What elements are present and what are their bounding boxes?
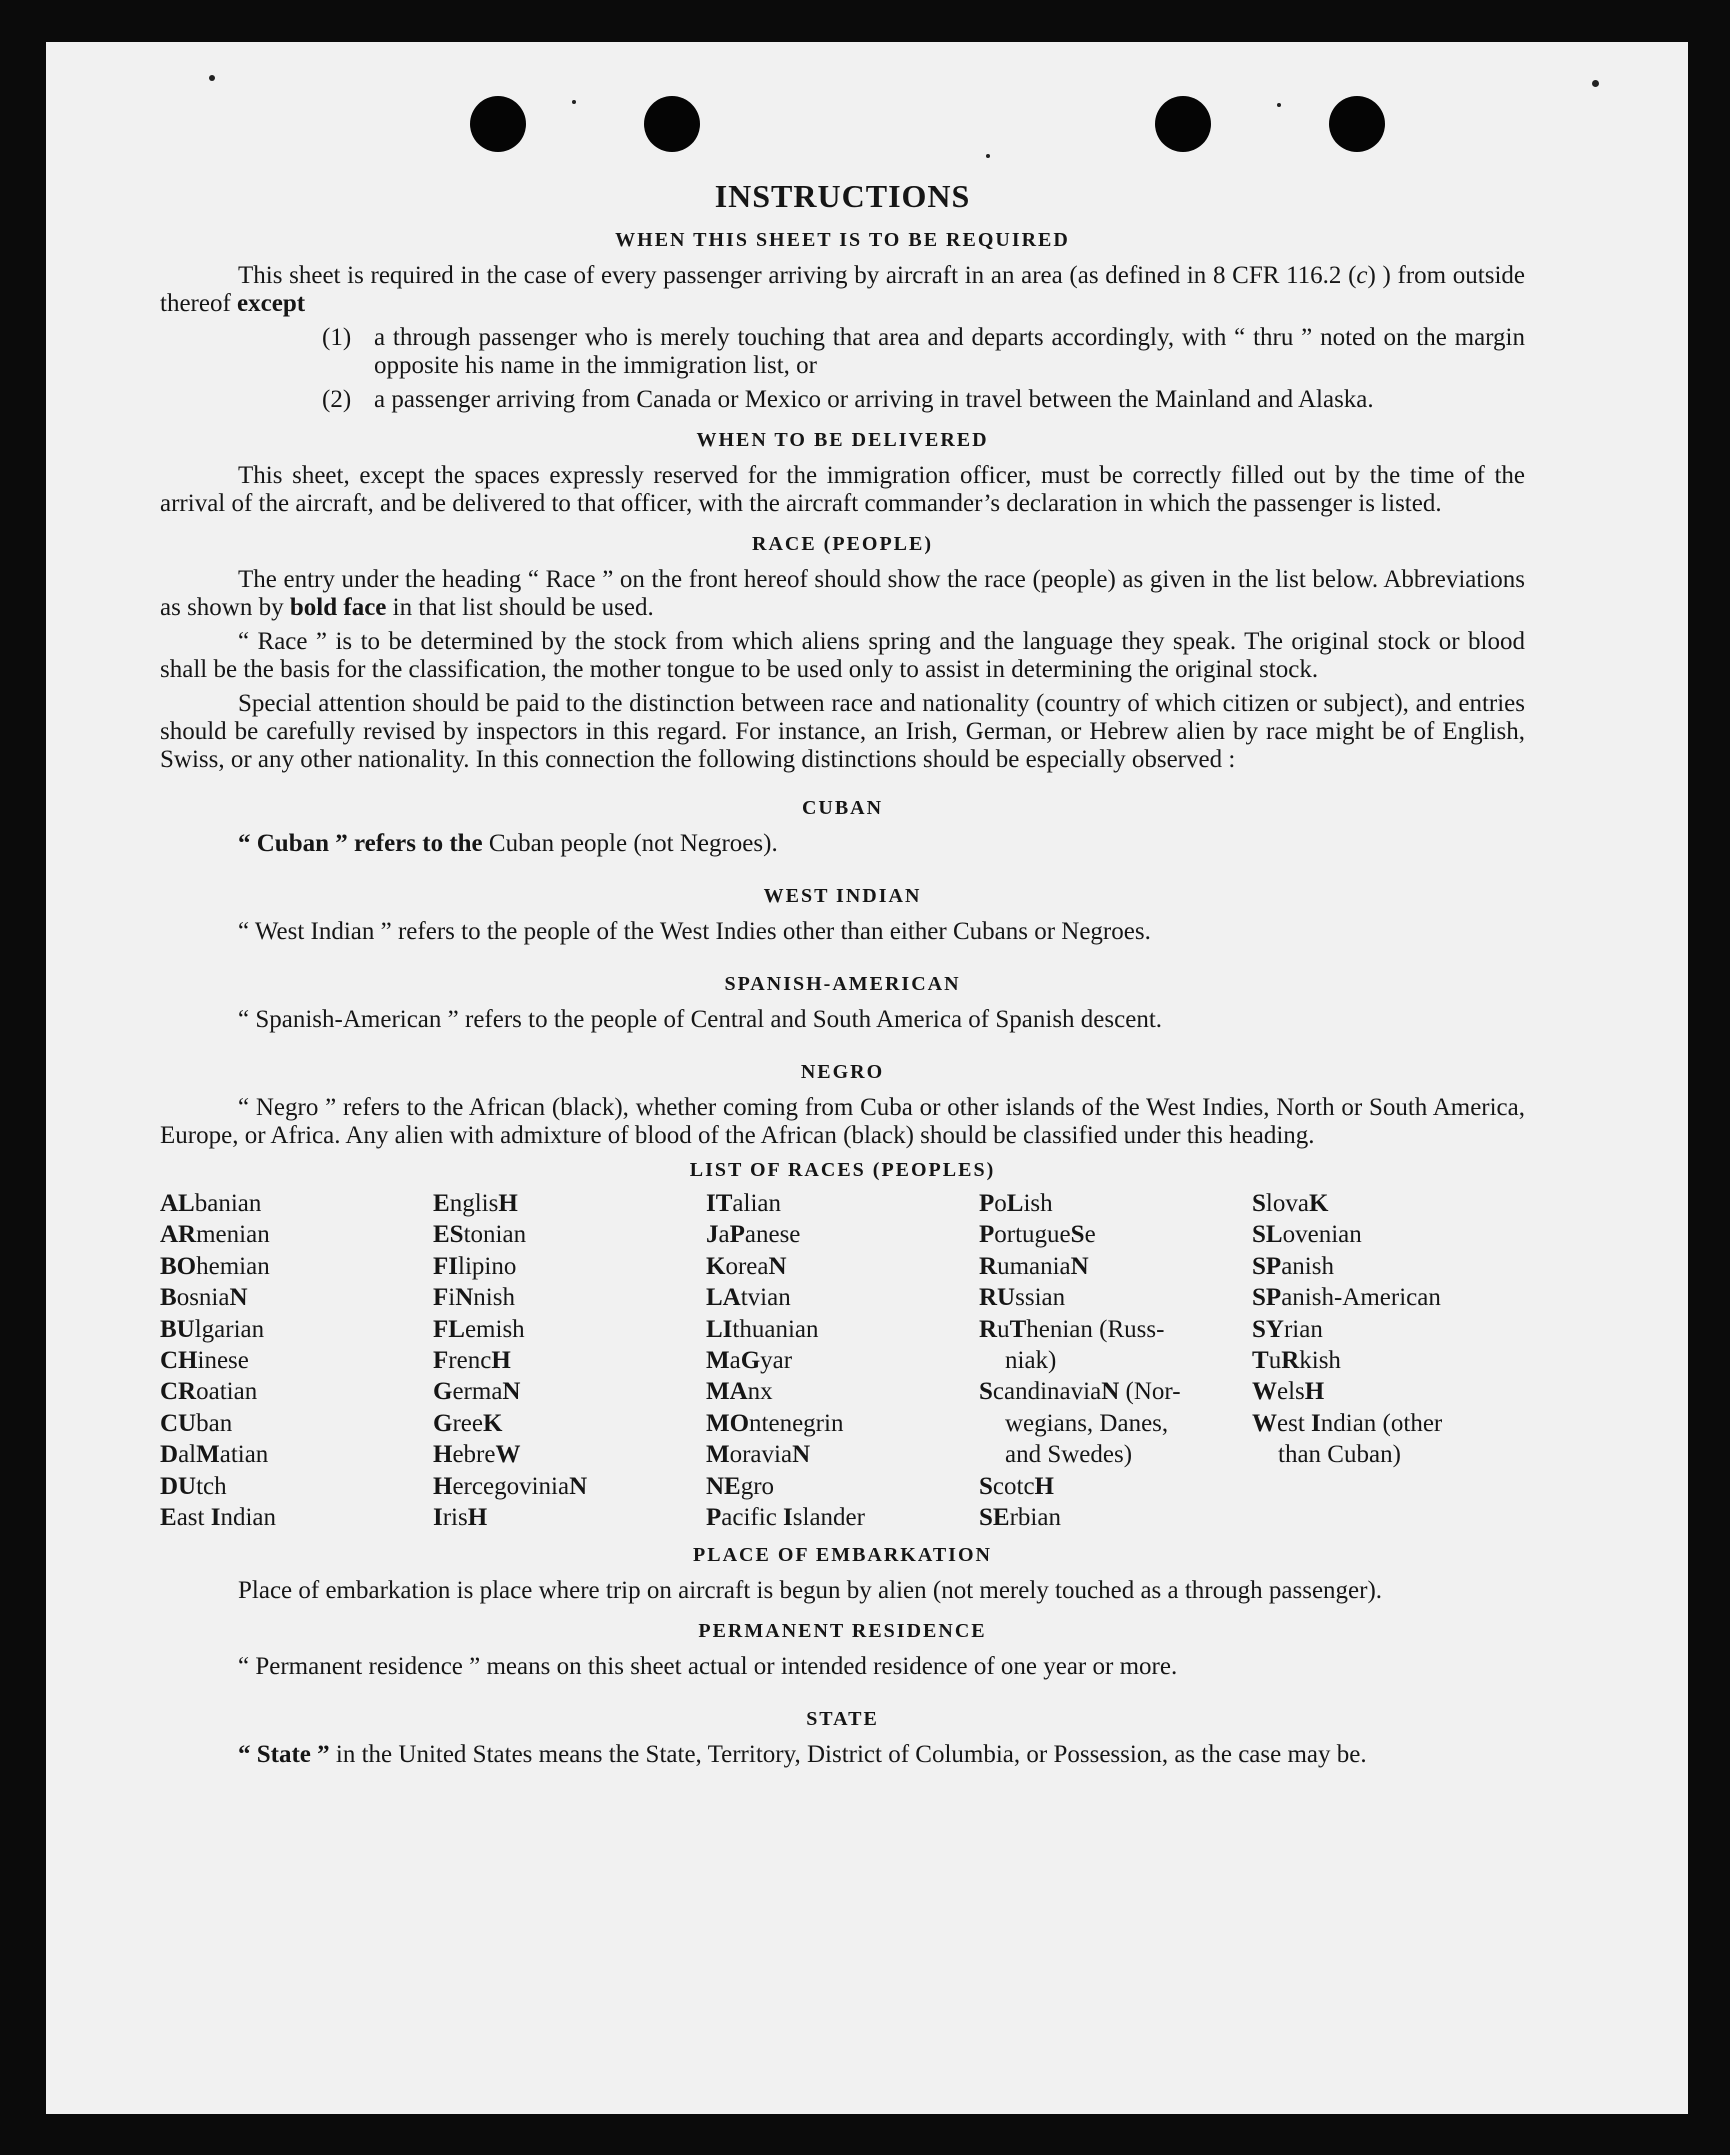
race-entry: RuThenian (Russ- (979, 1315, 1165, 1343)
race-entry: MAnx (706, 1378, 773, 1406)
races-column (433, 1188, 706, 1533)
race-entry: CHinese (160, 1347, 249, 1375)
race-entry: HercegoviniaN (433, 1472, 588, 1500)
race-entry: PoLish (979, 1190, 1053, 1217)
list-of-races-heading: LIST OF RACES (PEOPLES) (689, 1159, 996, 1181)
race-entry: wegians, Danes, (1005, 1409, 1169, 1437)
section-heading-state: STATE (806, 1708, 879, 1731)
section-heading-when-delivered: WHEN TO BE DELIVERED (696, 429, 989, 451)
dust-speck (572, 100, 576, 104)
race-entry: MoraviaN (706, 1441, 811, 1469)
when-delivered-text: This sheet, except the spaces expressly reserved for the immigration officer, must be correctly filled out by the time of the arrival of the aircraft, and be delivered to that officer, with the aircraft commander’s declaration in which the passenger is listed. (160, 462, 1525, 517)
section-heading-residence: PERMANENT RESIDENCE (698, 1620, 987, 1643)
instructions-content (160, 132, 1525, 1775)
race-entry: JaPanese (706, 1221, 801, 1249)
races-column (706, 1188, 979, 1533)
race-entry: SPanish-American (1252, 1284, 1441, 1312)
page-title: INSTRUCTIONS (714, 178, 971, 214)
race-entry: ALbanian (160, 1190, 262, 1217)
section-heading-negro: NEGRO (800, 1061, 885, 1083)
race-entry: ITalian (706, 1190, 781, 1217)
race-entry: FiNnish (433, 1284, 515, 1312)
races-column (979, 1188, 1252, 1533)
race-entry: EStonian (433, 1221, 527, 1249)
race-entry: SPanish (1252, 1252, 1334, 1280)
race-entry: BosniaN (160, 1284, 248, 1312)
race-entry: FrencH (433, 1347, 511, 1375)
race-entry: GreeK (433, 1409, 503, 1437)
exception-item: (2) a passenger arriving from Canada or Mexico or arriving in travel between the Mainland and Alaska. (322, 386, 1374, 413)
embarkation-text: Place of embarkation is place where trip on aircraft is begun by alien (not merely touched as a through passenger). (238, 1577, 1383, 1605)
negro-text: “ Negro ” refers to the African (black), whether coming from Cuba or other islands of the West Indies, North or South America, Europe, or Africa. Any alien with admixture of blood of the African (black) should be classified under this heading. (160, 1094, 1525, 1149)
race-entry: NEgro (706, 1472, 775, 1500)
race-paragraph-1: The entry under the heading “ Race ” on the front hereof should show the race (people) as given in the list below. Abbreviations as shown by bold face in that list should be used. (160, 566, 1525, 621)
race-entry: ARmenian (160, 1221, 270, 1249)
race-entry: and Swedes) (1005, 1441, 1133, 1469)
race-entry: GermaN (433, 1378, 521, 1406)
race-entry: DalMatian (160, 1441, 269, 1469)
section-heading-spanish-american: SPANISH-AMERICAN (724, 973, 961, 995)
race-paragraph-3: Special attention should be paid to the distinction between race and nationality (country of which citizen or subject), and entries should be carefully revised by inspectors in this regard. For instance, an Irish, German, or Hebrew alien by race might be of English, Swiss, or any other nationality. In this connection the following distinctions should be especially observed : (160, 690, 1525, 773)
races-column (160, 1188, 433, 1533)
west-indian-text: “ West Indian ” refers to the people of the West Indies other than either Cubans or Negroes. (238, 918, 1151, 945)
race-entry: Pacific Islander (706, 1504, 865, 1532)
race-entry: niak) (1005, 1347, 1057, 1375)
race-entry: PortugueSe (979, 1221, 1096, 1249)
race-entry: EnglisH (433, 1190, 518, 1217)
race-entry: ScandinaviaN (Nor- (979, 1378, 1181, 1406)
section-heading-race: RACE (PEOPLE) (752, 533, 933, 555)
dust-speck (1277, 103, 1281, 107)
section-heading-west-indian: WEST INDIAN (763, 885, 922, 907)
race-entry: FIlipino (433, 1252, 517, 1280)
state-text: “ State ” in the United States means the State, Territory, District of Columbia, or Possession, as the case may be. (238, 1741, 1367, 1769)
race-entry: DUtch (160, 1472, 227, 1500)
race-entry: SLovenian (1252, 1221, 1362, 1249)
race-entry: SlovaK (1252, 1190, 1329, 1217)
race-entry: HebreW (433, 1441, 521, 1469)
race-entry: CRoatian (160, 1378, 258, 1406)
exception-item: (1) a through passenger who is merely touching that area and departs accordingly, with “ thru ” noted on the margin opposite his name in the immigration list, or (322, 324, 1525, 379)
race-entry: LAtvian (706, 1284, 791, 1312)
race-entry: East Indian (160, 1504, 276, 1532)
race-paragraph-2: “ Race ” is to be determined by the stock from which aliens spring and the language they speak. The original stock or blood shall be the basis for the classification, the mother tongue to be used only to assist in determining the original stock. (160, 628, 1525, 683)
race-entry: WelsH (1252, 1378, 1325, 1406)
race-entry: West Indian (other (1252, 1409, 1443, 1437)
race-entry: IrisH (433, 1504, 488, 1532)
race-entry: ScotcH (979, 1472, 1054, 1500)
race-entry: BUlgarian (160, 1315, 265, 1343)
race-entry: MOntenegrin (706, 1409, 844, 1437)
race-entry: RumaniaN (979, 1252, 1089, 1280)
race-entry: FLemish (433, 1315, 525, 1343)
cuban-text: “ Cuban ” refers to the Cuban people (not Negroes). (238, 830, 778, 857)
section-heading-when-required: WHEN THIS SHEET IS TO BE REQUIRED (615, 229, 1070, 251)
dust-speck (1592, 80, 1599, 87)
race-entry: TuRkish (1252, 1347, 1341, 1375)
race-entry: RUssian (979, 1284, 1066, 1312)
section-heading-cuban: CUBAN (801, 797, 884, 819)
race-entry: BOhemian (160, 1252, 270, 1280)
when-required-intro: This sheet is required in the case of every passenger arriving by aircraft in an area (as defined in 8 CFR 116.2 (c) ) from outside thereof except (160, 262, 1525, 317)
race-entry: SErbian (979, 1504, 1061, 1532)
race-entry: SYrian (1252, 1315, 1323, 1343)
race-entry: CUban (160, 1409, 233, 1437)
race-entry: KoreaN (706, 1252, 787, 1280)
section-heading-embarkation: PLACE OF EMBARKATION (693, 1544, 992, 1567)
residence-text: “ Permanent residence ” means on this sheet actual or intended residence of one year or more. (238, 1653, 1178, 1681)
races-column (1252, 1188, 1525, 1533)
dust-speck (209, 75, 215, 81)
race-entry: MaGyar (706, 1347, 793, 1375)
race-entry: LIthuanian (706, 1315, 819, 1343)
spanish-american-text: “ Spanish-American ” refers to the people of Central and South America of Spanish descent. (238, 1006, 1163, 1033)
race-entry: than Cuban) (1278, 1441, 1401, 1469)
races-list (160, 1188, 1525, 1533)
